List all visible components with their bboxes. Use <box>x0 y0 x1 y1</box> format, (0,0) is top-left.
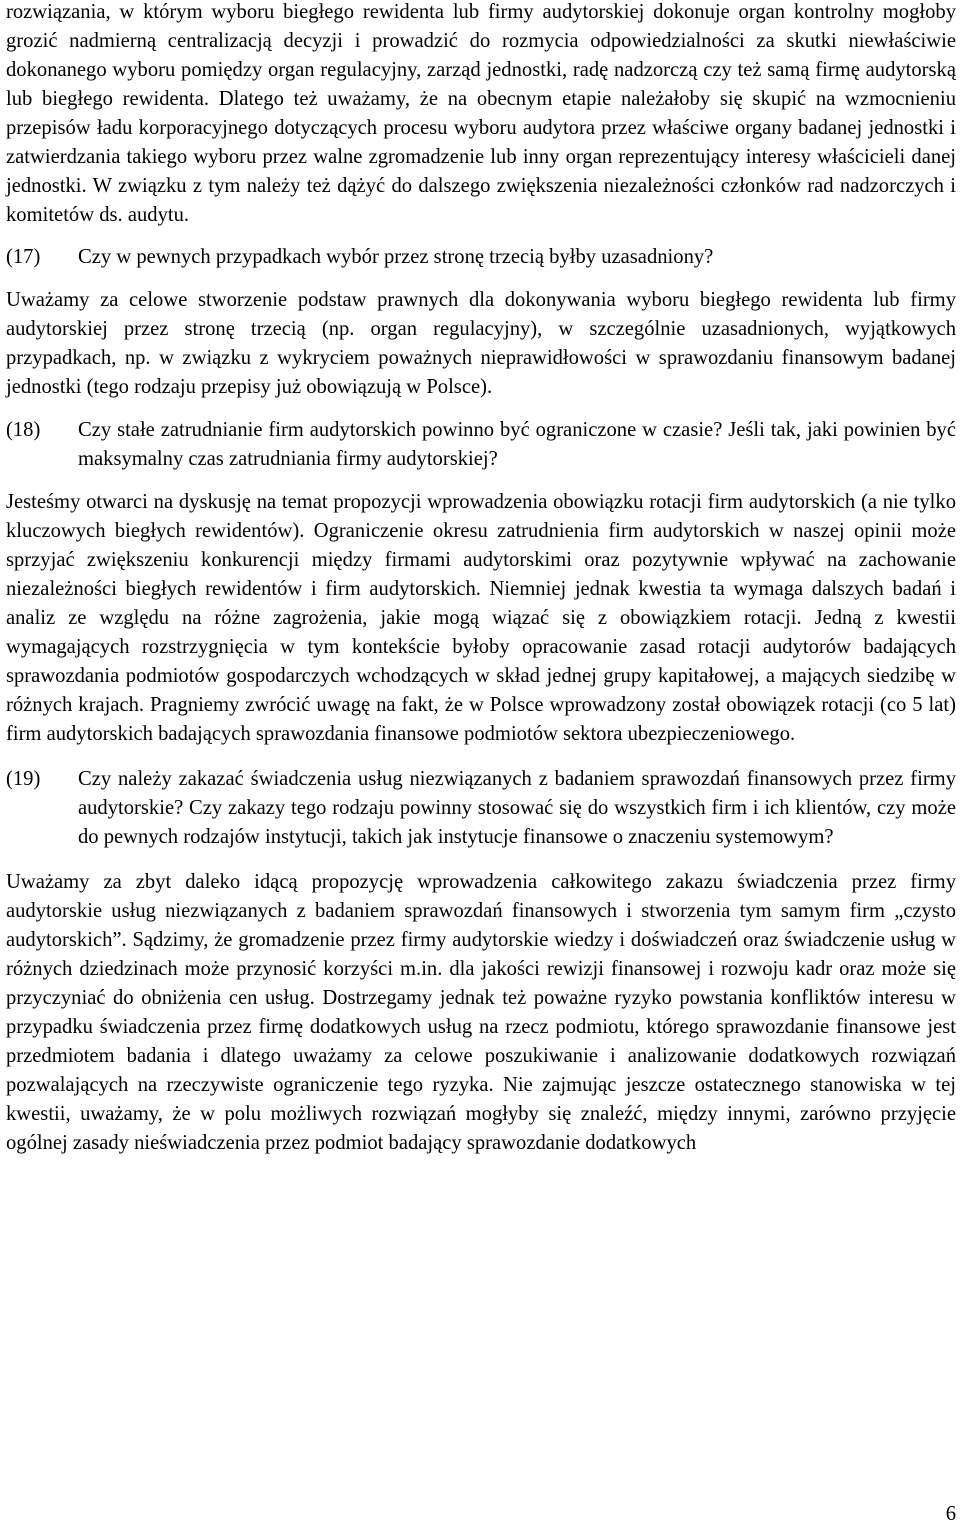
paragraph-continuation: rozwiązania, w którym wyboru biegłego rewidenta lub firmy audytorskiej dokonuje organ kontrolny mogłoby grozić nadmierną centralizacją decyzji i prowadzić do rozmycia odpowiedzialności za skutki niewłaściwie dokonanego wyboru pomiędzy organ regulacyjny, zarząd jednostki, radę nadzorczą czy też samą firmę audytorską lub biegłego rewidenta. Dlatego też uważamy, że na obecnym etapie należałoby się skupić na wzmocnieniu przepisów ładu korporacyjnego dotyczących procesu wyboru audytora przez właściwe organy badanej jednostki i zatwierdzania takiego wyboru przez walne zgromadzenie lub inny organ reprezentujący interesy właścicieli danej jednostki. W związku z tym należy też dążyć do dalszego zwiększenia niezależności członków rad nadzorczych i komitetów ds. audytu. <box>6 1 956 226</box>
answer-paragraph-18: Jesteśmy otwarci na dyskusję na temat propozycji wprowadzenia obowiązku rotacji firm audytorskich (a nie tylko kluczowych biegłych rewidentów). Ograniczenie okresu zatrudnienia firm audytorskich w naszej opinii może sprzyjać zwiększeniu konkurencji między firmami audytorskimi oraz pozytywnie wpływać na zachowanie niezależności biegłych rewidentów i firm audytorskich. Niemniej jednak kwestia ta wymaga dalszych badań i analiz ze względu na różne zagrożenia, jakie mogą wiązać się z obowiązkiem rotacji. Jedną z kwestii wymagających rozstrzygnięcia w tym kontekście byłoby opracowanie zasad rotacji audytorów badających sprawozdania podmiotów gospodarczych wchodzących w skład jednej grupy kapitałowej, a mających siedzibę w różnych krajach. Pragniemy zwrócić uwagę na fakt, że w Polsce wprowadzony został obowiązek rotacji (co 5 lat) firm audytorskich badających sprawozdania finansowe podmiotów sektora ubezpieczeniowego. <box>6 491 956 745</box>
question-number: (18) <box>6 419 41 441</box>
question-17 <box>6 243 956 272</box>
question-19 <box>6 765 956 852</box>
question-number: (17) <box>6 246 41 268</box>
question-number: (19) <box>6 768 41 790</box>
question-text: Czy stałe zatrudnianie firm audytorskich powinno być ograniczone w czasie? Jeśli tak, jaki powinien być maksymalny czas zatrudniania firmy audytorskiej? <box>78 419 956 470</box>
question-18 <box>6 416 956 474</box>
page-number: 6 <box>945 1503 956 1525</box>
question-text: Czy należy zakazać świadczenia usług niezwiązanych z badaniem sprawozdań finansowych przez firmy audytorskie? Czy zakazy tego rodzaju powinny stosować się do wszystkich firm i ich klientów, czy może do pewnych rodzajów instytucji, takich jak instytucje finansowe o znaczeniu systemowym? <box>78 768 956 848</box>
document-page <box>6 0 956 1158</box>
question-text: Czy w pewnych przypadkach wybór przez stronę trzecią byłby uzasadniony? <box>78 246 714 268</box>
answer-paragraph-19: Uważamy za zbyt daleko idącą propozycję wprowadzenia całkowitego zakazu świadczenia przez firmy audytorskie usług niezwiązanych z badaniem sprawozdań finansowych i stworzenia tym samym firm „czysto audytorskich”. Sądzimy, że gromadzenie przez firmy audytorskie wiedzy i doświadczeń oraz świadczenie usług w różnych dziedzinach może przynosić korzyści m.in. dla jakości rewizji finansowej i rozwoju kadr oraz może się przyczyniać do obniżenia cen usług. Dostrzegamy jednak też poważne ryzyko powstania konfliktów interesu w przypadku świadczenia przez firmę dodatkowych usług na rzecz podmiotu, którego sprawozdanie finansowe jest przedmiotem badania i dlatego uważamy za celowe poszukiwanie i analizowanie dodatkowych rozwiązań pozwalających na rzeczywiste ograniczenie tego ryzyka. Nie zajmując jeszcze ostatecznego stanowiska w tej kwestii, uważamy, że w polu możliwych rozwiązań mogłyby się znaleźć, między innymi, zarówno przyjęcie ogólnej zasady nieświadczenia przez podmiot badający sprawozdanie dodatkowych <box>6 871 956 1154</box>
answer-paragraph-17: Uważamy za celowe stworzenie podstaw prawnych dla dokonywania wyboru biegłego rewidenta lub firmy audytorskiej przez stronę trzecią (np. organ regulacyjny), w szczególnie uzasadnionych, wyjątkowych przypadkach, np. w związku z wykryciem poważnych nieprawidłowości w sprawozdaniu finansowym badanej jednostki (tego rodzaju przepisy już obowiązują w Polsce). <box>6 289 956 398</box>
